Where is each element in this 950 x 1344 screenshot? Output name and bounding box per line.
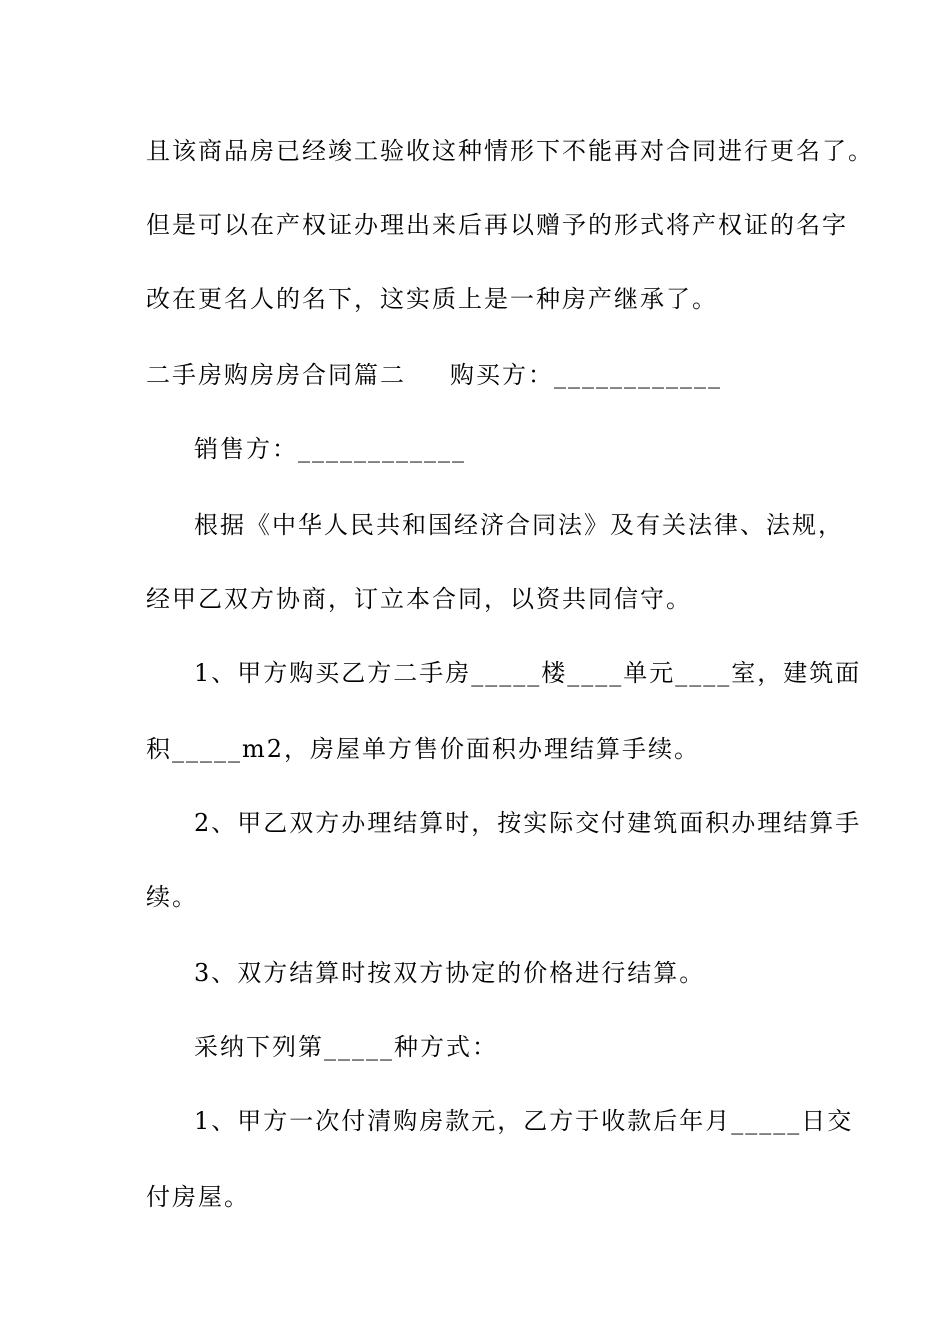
clause-line: 续。 [146,883,198,911]
paragraph-line: 但是可以在产权证办理出来后再以赠予的形式将产权证的名字 [146,211,848,239]
clause-line: 1、甲方购买乙方二手房_____楼____单元____室，建筑面 [194,659,862,687]
clause-line: 付房屋。 [146,1183,250,1211]
section-title: 二手房购房房合同篇二 [146,361,406,389]
buyer-field: 购买方：____________ [450,361,722,389]
clause-line: 采纳下列第_____种方式： [194,1033,498,1061]
paragraph-line: 改在更名人的名下，这实质上是一种房产继承了。 [146,285,718,313]
section-heading-line [146,358,846,392]
paragraph-line: 经甲乙双方协商，订立本合同，以资共同信守。 [146,585,692,613]
paragraph-line: 且该商品房已经竣工验收这种情形下不能再对合同进行更名了。 [146,137,874,165]
clause-line: 1、甲方一次付清购房款元，乙方于收款后年月_____日交 [194,1107,854,1135]
seller-field: 销售方：____________ [194,435,466,463]
clause-line: 积_____m2，房屋单方售价面积办理结算手续。 [146,735,701,763]
clause-line: 2、甲乙双方办理结算时，按实际交付建筑面积办理结算手 [194,809,862,837]
paragraph-line: 根据《中华人民共和国经济合同法》及有关法律、法规， [194,511,844,539]
clause-line: 3、双方结算时按双方协定的价格进行结算。 [194,959,706,987]
